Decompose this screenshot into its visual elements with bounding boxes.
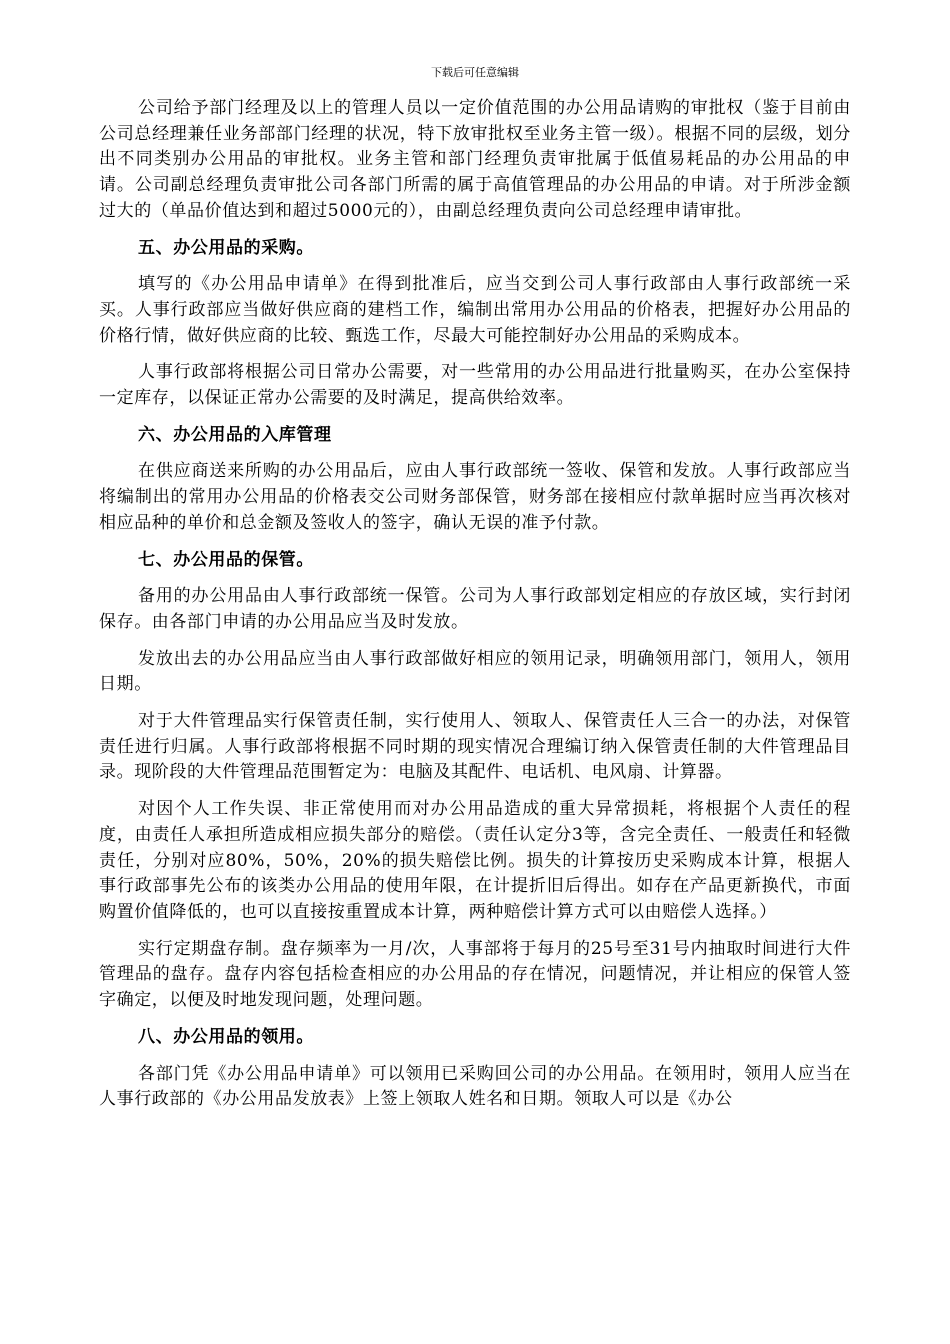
- header-note: 下载后可任意编辑: [431, 66, 519, 79]
- paragraph-damage-compensation: 对因个人工作失误、非正常使用而对办公用品造成的重大异常损耗，将根据个人责任的程度，由责任人承担所造成相应损失部分的赔偿。（责任认定分3等，含完全责任、一般责任和轻微责任，分别对应80%，50%，20%的损失赔偿比例。损失的计算按历史采购成本计算，根据人事行政部事先公布的该类办公用品的使用年限，在计提折旧后得出。如存在产品更新换代，市面购置价值降低的，也可以直接按重置成本计算，两种赔偿计算方式可以由赔偿人选择。）: [99, 799, 851, 922]
- paragraph-inventory-check: 实行定期盘存制。盘存频率为一月/次，人事部将于每月的25号至31号内抽取时间进行大件管理品的盘存。盘存内容包括检查相应的办公用品的存在情况，问题情况，并让相应的保管人签字确定，以便及时地发现问题，处理问题。: [99, 938, 851, 1011]
- section-heading-warehousing: 六、办公用品的入库管理: [138, 424, 332, 445]
- section-heading-procurement: 五、办公用品的采购。: [138, 237, 314, 258]
- paragraph-requisition: 各部门凭《办公用品申请单》可以领用已采购回公司的办公用品。在领用时，领用人应当在人事行政部的《办公用品发放表》上签上领取人姓名和日期。领取人可以是《办公: [99, 1063, 851, 1110]
- paragraph-issue-records: 发放出去的办公用品应当由人事行政部做好相应的领用记录，明确领用部门，领用人，领用日期。: [99, 648, 851, 695]
- paragraph-warehousing: 在供应商送来所购的办公用品后，应由人事行政部统一签收、保管和发放。人事行政部应当将编制出的常用办公用品的价格表交公司财务部保管，财务部在接相应付款单据时应当再次核对相应品种的单价和总金额及签收人的签字，确认无误的准予付款。: [99, 461, 851, 533]
- section-heading-custody: 七、办公用品的保管。: [138, 549, 314, 570]
- paragraph-procurement-process: 填写的《办公用品申请单》在得到批准后，应当交到公司人事行政部由人事行政部统一采买。人事行政部应当做好供应商的建档工作，编制出常用办公用品的价格表，把握好办公用品的价格行情，做好供应商的比较、甄选工作，尽最大可能控制好办公用品的采购成本。: [99, 274, 851, 346]
- paragraph-approval-authority: 公司给予部门经理及以上的管理人员以一定价值范围的办公用品请购的审批权（鉴于目前由公司总经理兼任业务部部门经理的状况，特下放审批权至业务主管一级）。根据不同的层级，划分出不同类别办公用品的审批权。业务主管和部门经理负责审批属于低值易耗品的办公用品的申请。公司副总经理负责审批公司各部门所需的属于高值管理品的办公用品的申请。对于所涉金额过大的（单品价值达到和超过5000元的），由副总经理负责向公司总经理申请审批。: [99, 98, 851, 221]
- section-heading-requisition: 八、办公用品的领用。: [138, 1026, 314, 1047]
- paragraph-bulk-purchase: 人事行政部将根据公司日常办公需要，对一些常用的办公用品进行批量购买，在办公室保持一定库存，以保证正常办公需要的及时满足，提高供给效率。: [99, 362, 851, 409]
- document-body: [99, 96, 851, 1124]
- paragraph-storage: 备用的办公用品由人事行政部统一保管。公司为人事行政部划定相应的存放区域，实行封闭保存。由各部门申请的办公用品应当及时发放。: [99, 586, 851, 632]
- paragraph-responsibility-system: 对于大件管理品实行保管责任制，实行使用人、领取人、保管责任人三合一的办法，对保管责任进行归属。人事行政部将根据不同时期的现实情况合理编订纳入保管责任制的大件管理品目录。现阶段的大件管理品范围暂定为：电脑及其配件、电话机、电风扇、计算器。: [99, 711, 851, 783]
